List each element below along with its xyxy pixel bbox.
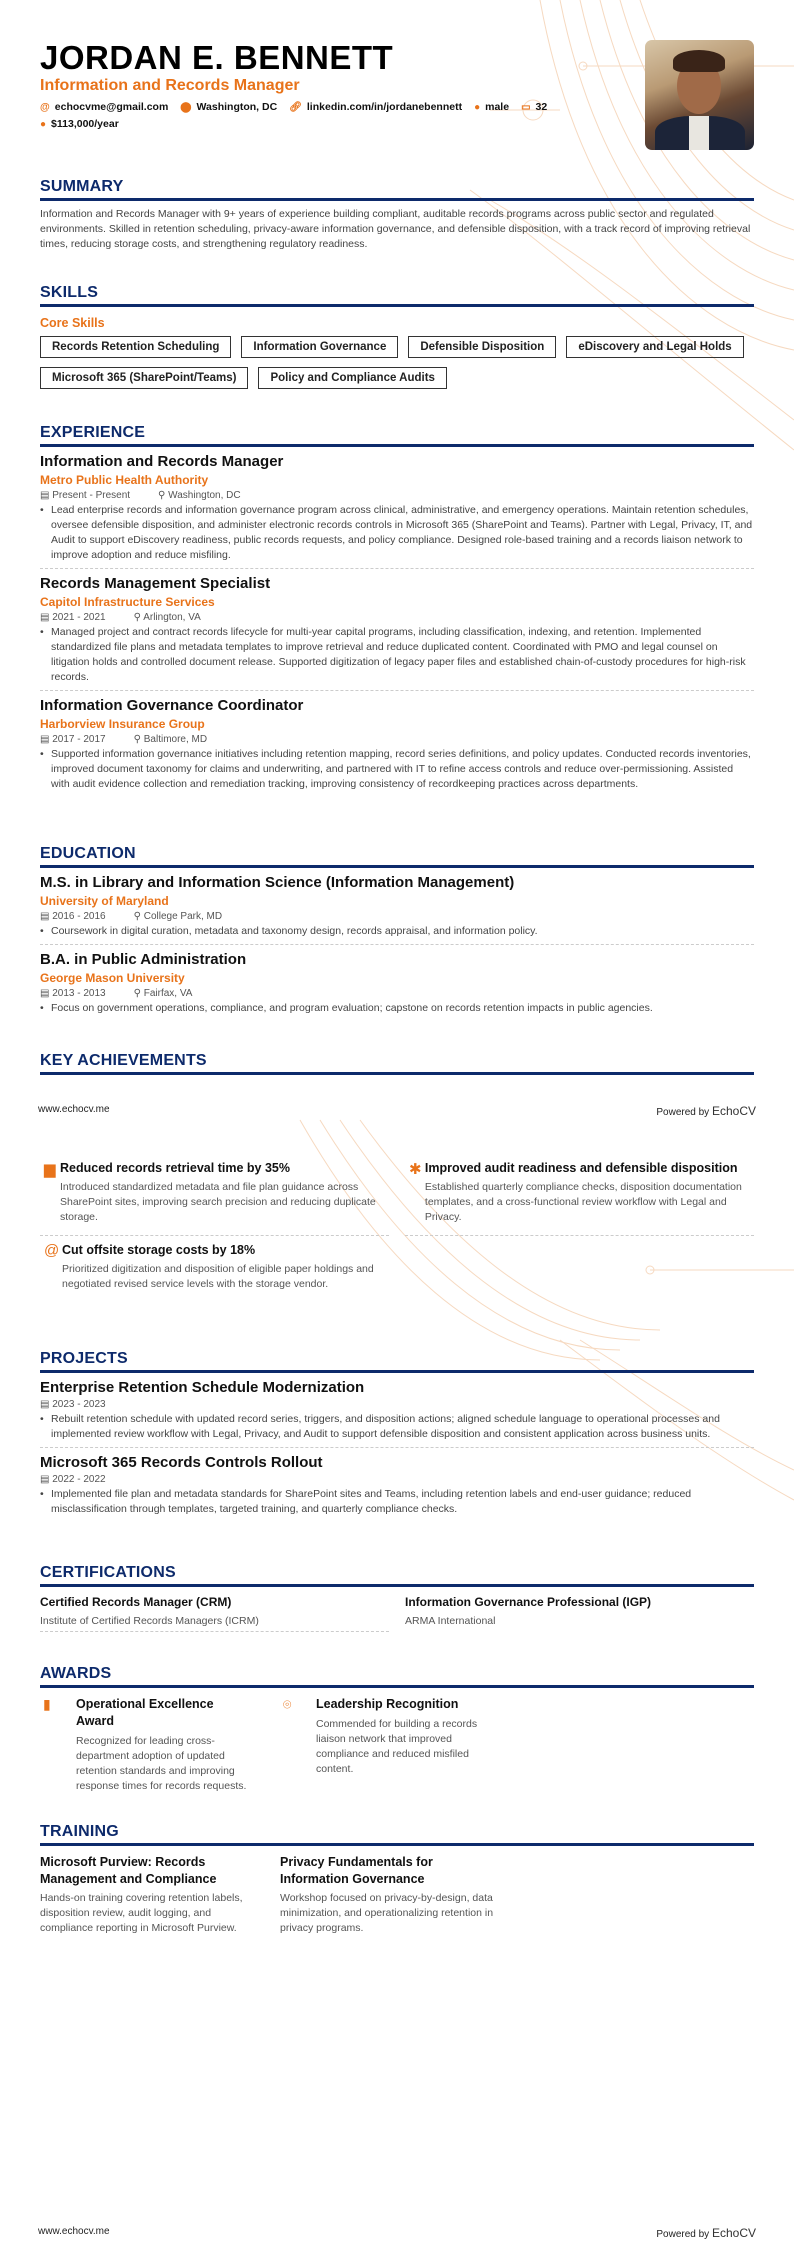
location-pin-icon: ⚲ College Park, MD: [133, 911, 223, 922]
award-text: Recognized for leading cross-department adoption of updated retention standards and improving response times for records requests.: [76, 1735, 247, 1792]
experience-item: [40, 697, 754, 797]
education-description: • Focus on government operations, compliance, and program evaluation; capstone on records retention impacts in public agencies.: [40, 1001, 754, 1016]
skills-section: [40, 284, 754, 389]
page-footer: [38, 2226, 756, 2240]
at-icon: @: [44, 1242, 60, 1259]
award-title: Leadership Recognition: [316, 1697, 459, 1711]
footer-site-link[interactable]: www.echocv.me: [38, 2226, 110, 2237]
achievement-title: Improved audit readiness and defensible disposition: [424, 1161, 738, 1175]
footer-site-link[interactable]: www.echocv.me: [38, 1104, 110, 1115]
project-dates: [40, 1474, 754, 1485]
section-heading: SKILLS: [40, 284, 754, 307]
training-item: [280, 1854, 520, 1936]
experience-section: [40, 424, 754, 797]
age-text: 32: [535, 101, 548, 113]
bug-icon: ✱: [409, 1161, 422, 1178]
summary-section: [40, 178, 754, 252]
project-title: Enterprise Retention Schedule Modernization: [40, 1379, 365, 1396]
project-description: • Rebuilt retention schedule with updated record series, triggers, and disposition actions; aligned schedule language to operational processes and implemented review workflow with Legal, Privacy, and Audit to support defensible disposition and consistent application across business units.: [40, 1412, 754, 1442]
certifications-section: [40, 1564, 754, 1632]
person-icon: ●: [474, 101, 481, 113]
skill-tags: [40, 336, 754, 389]
salary-text: $113,000/year: [51, 118, 119, 130]
job-title: Records Management Specialist: [40, 575, 271, 592]
certification-issuer: Institute of Certified Records Managers (ICRM): [40, 1615, 259, 1627]
calendar-icon: ▤ 2022 - 2022: [40, 1474, 106, 1485]
contact-salary: [40, 118, 119, 130]
achievement-text: Introduced standardized metadata and file plan guidance across SharePoint sites, improving search precision and reducing duplicate storage.: [60, 1181, 376, 1223]
calendar-icon: ▤ Present - Present: [40, 490, 131, 501]
school-name: University of Maryland: [40, 894, 169, 908]
award-item: [280, 1696, 520, 1794]
skill-tag: Microsoft 365 (SharePoint/Teams): [40, 367, 248, 389]
certification-item: [405, 1595, 754, 1632]
job-meta: [40, 734, 754, 745]
project-item: [40, 1379, 754, 1448]
location-pin-icon: ⚲ Baltimore, MD: [133, 734, 208, 745]
project-item: [40, 1454, 754, 1522]
footer-powered: Powered by EchoCV: [656, 1104, 756, 1118]
linkedin-text: linkedin.com/in/jordanebennett: [306, 101, 463, 113]
footer-powered: Powered by EchoCV: [656, 2226, 756, 2240]
achievement-title: Reduced records retrieval time by 35%: [60, 1161, 290, 1175]
projects-section: [40, 1350, 754, 1522]
awards-section: [40, 1665, 754, 1794]
project-title: Microsoft 365 Records Controls Rollout: [40, 1454, 323, 1471]
certification-title: Information Governance Professional (IGP): [405, 1595, 652, 1609]
section-heading: PROJECTS: [40, 1350, 754, 1373]
contact-email[interactable]: [40, 101, 168, 113]
certification-item: [40, 1595, 389, 1632]
section-heading: TRAINING: [40, 1823, 754, 1846]
archive-box-icon: ▆: [44, 1161, 56, 1178]
achievements-section: [40, 1154, 754, 1302]
skill-group-title: Core Skills: [40, 316, 105, 330]
section-heading: AWARDS: [40, 1665, 754, 1688]
certification-title: Certified Records Manager (CRM): [40, 1595, 232, 1609]
brand-name: EchoCV: [711, 2226, 756, 2240]
training-item: [40, 1854, 280, 1936]
job-description: • Lead enterprise records and information governance program across clinical, administrative, and emergency operations. Maintain retention schedules, oversee defensible disposition, and administer electronic records controls in Microsoft 365 (SharePoint and Teams). Partner with Legal, Privacy, IT, and Audit to support eDiscovery readiness, public records requests, and policy compliance. Designed role-based training and a records liaison network to improve adoption and reduce misfiling.: [40, 503, 754, 563]
job-meta: [40, 490, 754, 501]
salary-icon: ●: [40, 118, 47, 130]
contact-location: [180, 101, 277, 113]
achievement-item: [40, 1236, 389, 1302]
award-item: [40, 1696, 280, 1794]
training-title: Microsoft Purview: Records Management and Compliance: [40, 1855, 217, 1886]
contact-linkedin[interactable]: [289, 101, 462, 113]
candidate-title: Information and Records Manager: [40, 77, 300, 94]
profile-photo: [645, 40, 754, 150]
education-description: • Coursework in digital curation, metadata and taxonomy design, records appraisal, and information policy.: [40, 924, 754, 939]
achievement-item: [405, 1154, 754, 1236]
company-name: Metro Public Health Authority: [40, 473, 209, 487]
calendar-icon: ▤ 2017 - 2017: [40, 734, 106, 745]
contact-age: [521, 101, 547, 113]
experience-item: [40, 575, 754, 691]
location-pin-icon: ⚲ Arlington, VA: [133, 612, 201, 623]
skill-tag: Records Retention Scheduling: [40, 336, 231, 358]
degree: M.S. in Library and Information Science (Information Management): [40, 874, 515, 891]
location-pin-icon: ⬤: [180, 101, 192, 113]
training-text: Workshop focused on privacy-by-design, data minimization, and operationalizing retention in privacy programs.: [280, 1892, 494, 1934]
target-icon: ⌾: [283, 1696, 292, 1712]
calendar-icon: ▤ 2023 - 2023: [40, 1399, 106, 1410]
section-heading: CERTIFICATIONS: [40, 1564, 754, 1587]
page-footer: [38, 1104, 756, 1118]
link-icon: 🔗︎: [289, 101, 302, 113]
document-icon: ▮: [43, 1696, 51, 1712]
achievement-text: Prioritized digitization and disposition of eligible paper holdings and negotiated revised service levels with the storage vendor.: [62, 1263, 374, 1290]
project-description: • Implemented file plan and metadata standards for SharePoint sites and Teams, including retention labels and end-user guidance; reduced misclassification through templates, targeted training, and quarterly compliance checks.: [40, 1487, 754, 1517]
award-text: Commended for building a records liaison network that improved compliance and reduced misfiled content.: [316, 1718, 478, 1775]
location-pin-icon: ⚲ Fairfax, VA: [133, 988, 193, 999]
project-dates: [40, 1399, 754, 1410]
calendar-icon: ▤ 2021 - 2021: [40, 612, 106, 623]
certification-issuer: ARMA International: [405, 1615, 496, 1627]
resume-header: [40, 40, 754, 130]
education-meta: [40, 988, 754, 999]
company-name: Capitol Infrastructure Services: [40, 595, 215, 609]
achievement-item: [40, 1154, 389, 1236]
summary-text: Information and Records Manager with 9+ years of experience building compliant, auditable records programs across public sector and regulated environments. Skilled in retention scheduling, privacy-aware information governance, and defensible disposition, with a track record of improving retrieval times, reducing storage costs, and strengthening regulatory readiness.: [40, 208, 751, 250]
calendar-icon: ▤ 2016 - 2016: [40, 911, 106, 922]
skill-tag: Information Governance: [241, 336, 398, 358]
brand-name: EchoCV: [711, 1104, 756, 1118]
location-pin-icon: ⚲ Washington, DC: [158, 490, 241, 501]
job-title: Information and Records Manager: [40, 453, 284, 470]
calendar-icon: ▤ 2013 - 2013: [40, 988, 106, 999]
achievements-heading-block: [40, 1052, 754, 1075]
section-heading: EDUCATION: [40, 845, 754, 868]
job-description: • Supported information governance initiatives including retention mapping, record series definitions, and policy updates. Conducted records inventories, improved document taxonomy for claims and underwriting, and partnered with IT to refine access controls and reduce over-permissioning. Assisted with audit evidence collection and remediation tracking, improving consistency of recordkeeping practices across departments.: [40, 747, 754, 792]
skill-tag: Defensible Disposition: [408, 336, 556, 358]
achievement-text: Established quarterly compliance checks, disposition documentation templates, and a cross-functional review workflow with Legal and Privacy.: [424, 1181, 742, 1223]
contact-gender: [474, 101, 509, 113]
skill-tag: eDiscovery and Legal Holds: [566, 336, 743, 358]
location-text: Washington, DC: [196, 101, 278, 113]
section-heading: KEY ACHIEVEMENTS: [40, 1052, 754, 1075]
education-section: [40, 845, 754, 1021]
section-heading: EXPERIENCE: [40, 424, 754, 447]
contact-info: [40, 101, 600, 130]
degree: B.A. in Public Administration: [40, 951, 247, 968]
at-icon: @: [40, 101, 50, 113]
gender-text: male: [485, 101, 510, 113]
education-item: [40, 951, 754, 1021]
job-meta: [40, 612, 754, 623]
section-heading: SUMMARY: [40, 178, 754, 201]
calendar-icon: ▭: [521, 101, 531, 113]
training-section: [40, 1823, 754, 1936]
job-title: Information Governance Coordinator: [40, 697, 304, 714]
education-item: [40, 874, 754, 945]
achievement-title: Cut offsite storage costs by 18%: [62, 1243, 256, 1257]
training-text: Hands-on training covering retention labels, disposition review, audit logging, and compliance reporting in Microsoft Purview.: [40, 1892, 243, 1934]
email-text: echocvme@gmail.com: [54, 101, 169, 113]
company-name: Harborview Insurance Group: [40, 717, 205, 731]
experience-item: [40, 453, 754, 569]
training-title: Privacy Fundamentals for Information Governance: [280, 1855, 433, 1886]
skill-tag: Policy and Compliance Audits: [258, 367, 446, 389]
job-description: • Managed project and contract records lifecycle for multi-year capital programs, including classification, indexing, and retention. Implemented standardized file plans and metadata templates to improve retrieval and reduce duplicated content. Coordinated with PMO and legal counsel on litigation holds and controlled document release. Supported digitization of legacy paper files and established chain-of-custody procedures for high-risk records.: [40, 625, 754, 685]
candidate-name: JORDAN E. BENNETT: [40, 39, 394, 76]
award-title: Operational Excellence Award: [76, 1697, 214, 1728]
school-name: George Mason University: [40, 971, 185, 985]
education-meta: [40, 911, 754, 922]
